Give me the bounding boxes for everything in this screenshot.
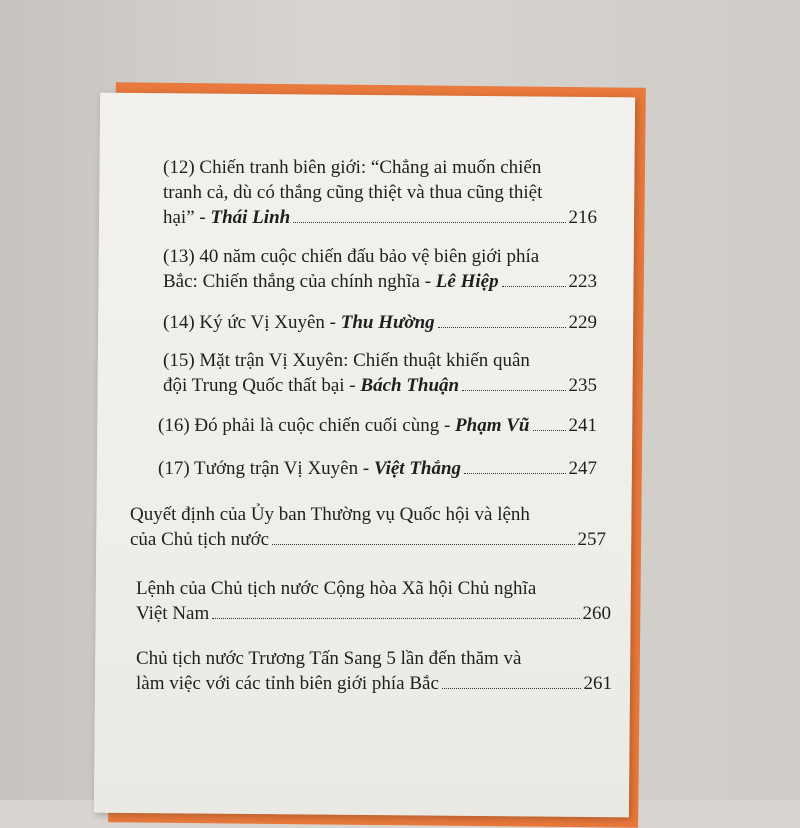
toc-entry-page-number: 216 [568,207,597,228]
toc-entry-title-line: (13) 40 năm cuộc chiến đấu bảo vệ biên giới phía [163,246,540,267]
toc-entry-page-number: 257 [577,529,606,550]
dot-leader [442,687,581,689]
toc-entry-title-text: của Chủ tịch nước [130,529,270,550]
toc-entry-page-number: 241 [568,415,597,436]
toc-entry-last-line [136,671,612,696]
toc-entry[interactable] [130,502,606,552]
dot-leader [293,221,565,223]
toc-entry[interactable] [163,244,597,294]
dot-leader [212,617,579,619]
toc-entry-title-line: (15) Mặt trận Vị Xuyên: Chiến thuật khiến quân [163,350,530,371]
toc-entry-title-text: làm việc với các tỉnh biên giới phía Bắc [136,673,439,694]
toc-entry-author: Lê Hiệp [435,271,499,292]
toc-entry[interactable] [163,310,597,335]
toc-entry[interactable] [136,646,612,696]
toc-entry-title-line: Lệnh của Chủ tịch nước Cộng hòa Xã hội Chủ nghĩa [136,578,537,599]
toc-entry-title-line: Chủ tịch nước Trương Tấn Sang 5 lần đến thăm và [136,648,522,669]
toc-entry-title-text: (16) Đó phải là cuộc chiến cuối cùng - [158,415,456,436]
toc-entry-title-text: hại” - [163,207,211,228]
toc-entry-page-number: 229 [568,312,597,333]
toc-entry-title-line: tranh cả, dù có thắng cũng thiệt và thua cũng thiệt [163,182,543,203]
toc-entry[interactable] [158,413,597,438]
toc-entry-title-text: đội Trung Quốc thất bại - [163,375,361,396]
dot-leader [464,472,565,474]
toc-entry[interactable] [163,155,597,230]
toc-entry-page-number: 260 [582,603,611,624]
toc-entry-title-text: Bắc: Chiến thắng của chính nghĩa - [163,271,436,292]
toc-entry[interactable] [136,576,611,626]
toc-entry-title-text: (14) Ký ức Vị Xuyên - [163,312,341,333]
dot-leader [502,285,566,287]
toc-entry-last-line [163,269,597,294]
toc-entry-last-line [163,373,597,398]
toc-entry-author: Thu Hường [340,312,435,333]
toc-entry-last-line [130,527,606,552]
toc-entry-author: Việt Thắng [373,458,462,479]
dot-leader [438,326,566,328]
toc-entry-author: Thái Linh [210,207,291,228]
toc-entry-last-line [158,456,597,481]
toc-entry-title-line: (12) Chiến tranh biên giới: “Chẳng ai muốn chiến [163,157,542,178]
dot-leader [462,389,565,391]
toc-entry-last-line [163,205,597,230]
dot-leader [272,543,574,545]
toc-entry[interactable] [163,348,597,398]
toc-entry-title-text: Việt Nam [136,603,210,624]
toc-entry-last-line [163,310,597,335]
toc-entry-title-line: Quyết định của Ủy ban Thường vụ Quốc hội và lệnh [130,504,530,525]
toc-entry-last-line [158,413,597,438]
toc-entry-page-number: 261 [583,673,612,694]
toc-entry[interactable] [158,456,597,481]
toc-entry-author: Phạm Vũ [455,415,530,436]
dot-leader [533,429,566,431]
toc-entry-page-number: 223 [568,271,597,292]
toc-entry-last-line [136,601,611,626]
toc-entry-author: Bách Thuận [360,375,460,396]
toc-entry-page-number: 247 [568,458,597,479]
toc-entry-page-number: 235 [568,375,597,396]
bleed-through-text [140,115,480,132]
toc-entry-title-text: (17) Tướng trận Vị Xuyên - [158,458,374,479]
